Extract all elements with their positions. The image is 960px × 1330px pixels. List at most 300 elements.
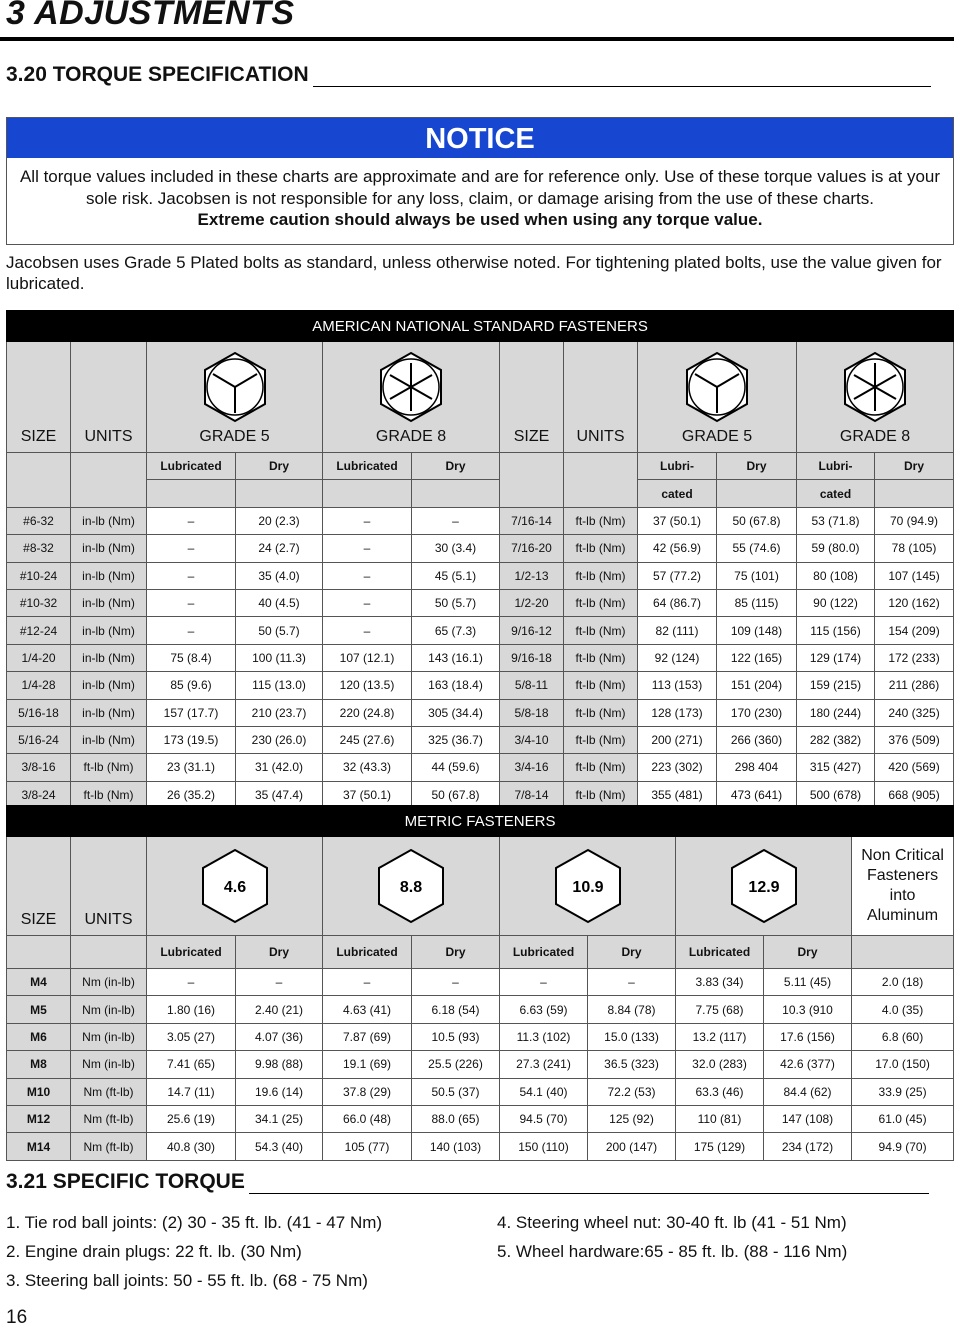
table-cell: 5/16-18: [7, 699, 71, 726]
blank-cell: [717, 480, 797, 507]
table-cell: 50 (5.7): [236, 617, 323, 644]
table-cell: 94.9 (70): [852, 1133, 954, 1160]
non-critical-line: into: [889, 887, 916, 904]
table-cell: –: [147, 535, 236, 562]
table-cell: 420 (569): [875, 754, 954, 781]
intro-paragraph: Jacobsen uses Grade 5 Plated bolts as standard, unless otherwise noted. For tightening plated bolts, use the value given for lubricated.: [6, 253, 942, 293]
grade5-header-cell-2: [638, 342, 797, 453]
table-cell: 240 (325): [875, 699, 954, 726]
table-cell: ft-lb (Nm): [564, 589, 638, 616]
table-cell: 3/4-16: [500, 754, 564, 781]
table-cell: 473 (641): [717, 781, 797, 808]
table-cell: 170 (230): [717, 699, 797, 726]
sub-lubricated: Lubricated: [323, 936, 412, 969]
table-cell: 14.7 (11): [147, 1078, 236, 1105]
table-cell: 5.11 (45): [764, 969, 852, 996]
metric-size-header: SIZE: [7, 837, 71, 936]
table-cell: 66.0 (48): [323, 1105, 412, 1132]
table-cell: 78 (105): [875, 535, 954, 562]
sub-lubricated: Lubricated: [147, 936, 236, 969]
table-cell: 298 404: [717, 754, 797, 781]
table-cell: 72.2 (53): [588, 1078, 676, 1105]
chapter-rule: [0, 37, 954, 41]
notice-body: [7, 158, 953, 231]
page-number: 16: [6, 1307, 28, 1328]
table-cell: 1/4-20: [7, 644, 71, 671]
grade5-header-cell: [147, 342, 323, 453]
table-cell: 376 (509): [875, 726, 954, 753]
table-cell: 3/4-10: [500, 726, 564, 753]
table-cell: in-lb (Nm): [71, 699, 147, 726]
blank-cell: [852, 936, 954, 969]
section-heading-2: [6, 1170, 929, 1194]
table-cell: –: [323, 617, 412, 644]
table-cell: Nm (in-lb): [71, 969, 147, 996]
table-cell: 9/16-18: [500, 644, 564, 671]
hex-bolt-icon: [323, 840, 500, 932]
table-cell: 3/8-24: [7, 781, 71, 808]
ans-size-header: SIZE: [7, 342, 71, 453]
table-cell: 35 (4.0): [236, 562, 323, 589]
table-cell: 75 (101): [717, 562, 797, 589]
sub-lubricated: Lubricated: [147, 453, 236, 480]
table-cell: 7/16-14: [500, 507, 564, 534]
grade8-header-cell: [323, 342, 500, 453]
table-cell: 147 (108): [764, 1105, 852, 1132]
table-cell: 37 (50.1): [323, 781, 412, 808]
table-cell: ft-lb (Nm): [564, 535, 638, 562]
sub-dry: Dry: [717, 453, 797, 480]
grade-8-8-cell: [323, 837, 500, 936]
table-cell: 75 (8.4): [147, 644, 236, 671]
table-cell: 163 (18.4): [412, 672, 500, 699]
table-cell: 19.1 (69): [323, 1051, 412, 1078]
table-cell: 107 (145): [875, 562, 954, 589]
table-cell: 100 (11.3): [236, 644, 323, 671]
table-cell: in-lb (Nm): [71, 617, 147, 644]
table-cell: 500 (678): [797, 781, 875, 808]
grade-value: 12.9: [748, 879, 780, 896]
table-cell: 1/2-20: [500, 589, 564, 616]
table-cell: 3/8-16: [7, 754, 71, 781]
list-item: 2. Engine drain plugs: 22 ft. lb. (30 Nm): [6, 1242, 302, 1261]
non-critical-header: [852, 837, 954, 936]
table-cell: ft-lb (Nm): [71, 754, 147, 781]
table-cell: –: [323, 562, 412, 589]
table-cell: M5: [7, 996, 71, 1023]
table-cell: 2.40 (21): [236, 996, 323, 1023]
table-cell: 315 (427): [797, 754, 875, 781]
table-cell: 26 (35.2): [147, 781, 236, 808]
table-cell: in-lb (Nm): [71, 672, 147, 699]
grade-value: 8.8: [399, 879, 423, 896]
table-cell: 9/16-12: [500, 617, 564, 644]
table-cell: 94.5 (70): [500, 1105, 588, 1132]
table-cell: 6.63 (59): [500, 996, 588, 1023]
hex-bolt-icon: [147, 840, 323, 932]
list-item: 1. Tie rod ball joints: (2) 30 - 35 ft. lb. (41 - 47 Nm): [6, 1213, 383, 1232]
table-cell: 27.3 (241): [500, 1051, 588, 1078]
table-cell: 61.0 (45): [852, 1105, 954, 1132]
sub-dry: Dry: [412, 453, 500, 480]
chapter-title: 3 ADJUSTMENTS: [6, 0, 295, 32]
table-cell: M12: [7, 1105, 71, 1132]
table-cell: 34.1 (25): [236, 1105, 323, 1132]
table-cell: Nm (in-lb): [71, 1051, 147, 1078]
grade-12-9-cell: [676, 837, 852, 936]
section-rule: [249, 1179, 929, 1194]
table-cell: #10-24: [7, 562, 71, 589]
sub-cated: cated: [797, 480, 875, 507]
table-cell: ft-lb (Nm): [71, 781, 147, 808]
table-cell: 125 (92): [588, 1105, 676, 1132]
table-cell: 5/8-18: [500, 699, 564, 726]
non-critical-line: Aluminum: [866, 907, 939, 924]
table-cell: 325 (36.7): [412, 726, 500, 753]
table-cell: 1.80 (16): [147, 996, 236, 1023]
table-cell: 129 (174): [797, 644, 875, 671]
table-cell: ft-lb (Nm): [564, 726, 638, 753]
table-cell: 109 (148): [717, 617, 797, 644]
table-cell: 115 (13.0): [236, 672, 323, 699]
table-cell: 159 (215): [797, 672, 875, 699]
table-cell: –: [147, 589, 236, 616]
table-cell: 113 (153): [638, 672, 717, 699]
table-cell: 32.0 (283): [676, 1051, 764, 1078]
table-cell: 8.84 (78): [588, 996, 676, 1023]
table-cell: ft-lb (Nm): [564, 507, 638, 534]
table-cell: 65 (7.3): [412, 617, 500, 644]
table-cell: 154 (209): [875, 617, 954, 644]
table-cell: Nm (in-lb): [71, 1023, 147, 1050]
table-cell: 7.41 (65): [147, 1051, 236, 1078]
blank-cell: [147, 480, 236, 507]
table-cell: #12-24: [7, 617, 71, 644]
blank-cell: [7, 936, 71, 969]
table-cell: 9.98 (88): [236, 1051, 323, 1078]
table-cell: 355 (481): [638, 781, 717, 808]
sub-dry: Dry: [588, 936, 676, 969]
table-cell: 143 (16.1): [412, 644, 500, 671]
table-cell: 210 (23.7): [236, 699, 323, 726]
grade5-label: GRADE 5: [681, 428, 753, 445]
table-cell: 85 (9.6): [147, 672, 236, 699]
table-cell: in-lb (Nm): [71, 589, 147, 616]
table-cell: 31 (42.0): [236, 754, 323, 781]
list-item: 5. Wheel hardware:65 - 85 ft. lb. (88 - 116 Nm): [497, 1242, 848, 1261]
table-cell: #10-32: [7, 589, 71, 616]
table-cell: Nm (ft-lb): [71, 1105, 147, 1132]
table-cell: 151 (204): [717, 672, 797, 699]
table-cell: 1/4-28: [7, 672, 71, 699]
table-cell: 45 (5.1): [412, 562, 500, 589]
table-cell: 85 (115): [717, 589, 797, 616]
table-row: [7, 1105, 954, 1132]
table-cell: ft-lb (Nm): [564, 617, 638, 644]
table-cell: 7.75 (68): [676, 996, 764, 1023]
table-cell: #6-32: [7, 507, 71, 534]
table-cell: 5/8-11: [500, 672, 564, 699]
table-cell: M8: [7, 1051, 71, 1078]
blank-cell: [71, 936, 147, 969]
table-cell: 23 (31.1): [147, 754, 236, 781]
sub-dry: Dry: [875, 453, 954, 480]
section-title: 3.20 TORQUE SPECIFICATION: [6, 63, 309, 86]
table-cell: M10: [7, 1078, 71, 1105]
metric-units-header: UNITS: [71, 837, 147, 936]
table-cell: 7/8-14: [500, 781, 564, 808]
table-cell: 25.5 (226): [412, 1051, 500, 1078]
list-item: 4. Steering wheel nut: 30-40 ft. lb (41 - 51 Nm): [497, 1213, 847, 1232]
table-cell: 53 (71.8): [797, 507, 875, 534]
table-cell: 42 (56.9): [638, 535, 717, 562]
table-row: [7, 1051, 954, 1078]
notice-line: All torque values included in these charts are approximate and are for reference only. Use of these torque values is at your sole risk. Jacobsen is not responsible for any loss, claim, or damage arising from the use of these charts.: [19, 167, 941, 208]
table-cell: 211 (286): [875, 672, 954, 699]
table-cell: 44 (59.6): [412, 754, 500, 781]
table-cell: 175 (129): [676, 1133, 764, 1160]
table-cell: 37.8 (29): [323, 1078, 412, 1105]
table-cell: –: [147, 562, 236, 589]
table-cell: 42.6 (377): [764, 1051, 852, 1078]
table-cell: 50 (67.8): [412, 781, 500, 808]
table-cell: 10.3 (910: [764, 996, 852, 1023]
metric-title: METRIC FASTENERS: [7, 806, 954, 837]
notice-title: NOTICE: [7, 118, 953, 158]
sub-dry: Dry: [236, 453, 323, 480]
table-cell: 266 (360): [717, 726, 797, 753]
table-cell: 230 (26.0): [236, 726, 323, 753]
table-cell: 110 (81): [676, 1105, 764, 1132]
table-row: [7, 1078, 954, 1105]
table-cell: 220 (24.8): [323, 699, 412, 726]
section-rule: [313, 72, 931, 87]
ans-units-header: UNITS: [71, 342, 147, 453]
table-cell: ft-lb (Nm): [564, 644, 638, 671]
table-cell: ft-lb (Nm): [564, 672, 638, 699]
table-cell: 120 (162): [875, 589, 954, 616]
table-cell: –: [323, 969, 412, 996]
table-cell: –: [588, 969, 676, 996]
table-cell: –: [147, 969, 236, 996]
sub-dry: Dry: [412, 936, 500, 969]
blank-cell: [7, 453, 71, 508]
table-cell: 7.87 (69): [323, 1023, 412, 1050]
blank-cell: [71, 453, 147, 508]
table-cell: 6.18 (54): [412, 996, 500, 1023]
table-row: [7, 969, 954, 996]
ans-size-header-2: SIZE: [500, 342, 564, 453]
table-cell: 180 (244): [797, 699, 875, 726]
table-cell: 17.6 (156): [764, 1023, 852, 1050]
table-cell: 120 (13.5): [323, 672, 412, 699]
table-cell: 3.83 (34): [676, 969, 764, 996]
sub-lubricated: Lubricated: [676, 936, 764, 969]
table-cell: 20 (2.3): [236, 507, 323, 534]
table-cell: –: [412, 969, 500, 996]
table-cell: 305 (34.4): [412, 699, 500, 726]
table-cell: M4: [7, 969, 71, 996]
table-cell: 3.05 (27): [147, 1023, 236, 1050]
table-cell: –: [147, 617, 236, 644]
table-row: [7, 644, 954, 671]
table-cell: 4.63 (41): [323, 996, 412, 1023]
ans-title: AMERICAN NATIONAL STANDARD FASTENERS: [7, 311, 954, 342]
grade8-label: GRADE 8: [375, 428, 447, 445]
table-cell: 40.8 (30): [147, 1133, 236, 1160]
metric-table: [6, 805, 954, 1161]
ans-table: [6, 310, 954, 809]
table-cell: 4.0 (35): [852, 996, 954, 1023]
table-cell: 82 (111): [638, 617, 717, 644]
table-cell: 13.2 (117): [676, 1023, 764, 1050]
table-cell: 6.8 (60): [852, 1023, 954, 1050]
table-cell: 15.0 (133): [588, 1023, 676, 1050]
blank-cell: [236, 480, 323, 507]
grade-value: 10.9: [572, 879, 604, 896]
table-row: [7, 589, 954, 616]
table-cell: 115 (156): [797, 617, 875, 644]
sub-lubricated: Lubricated: [500, 936, 588, 969]
table-cell: 200 (271): [638, 726, 717, 753]
grade-4-6-cell: [147, 837, 323, 936]
table-cell: 150 (110): [500, 1133, 588, 1160]
grade5-label: GRADE 5: [199, 428, 270, 445]
table-row: [7, 726, 954, 753]
table-cell: 50.5 (37): [412, 1078, 500, 1105]
sub-dry: Dry: [764, 936, 852, 969]
table-cell: 1/2-13: [500, 562, 564, 589]
grade8-label: GRADE 8: [839, 428, 911, 445]
table-cell: in-lb (Nm): [71, 535, 147, 562]
table-cell: in-lb (Nm): [71, 726, 147, 753]
table-cell: 25.6 (19): [147, 1105, 236, 1132]
non-critical-line: Fasteners: [866, 867, 939, 884]
table-cell: 30 (3.4): [412, 535, 500, 562]
table-cell: 55 (74.6): [717, 535, 797, 562]
hex-bolt-icon: [676, 840, 852, 932]
table-cell: 4.07 (36): [236, 1023, 323, 1050]
table-cell: ft-lb (Nm): [564, 699, 638, 726]
table-row: [7, 1023, 954, 1050]
grade-value: 4.6: [223, 879, 247, 896]
table-cell: 80 (108): [797, 562, 875, 589]
table-cell: 200 (147): [588, 1133, 676, 1160]
blank-cell: [564, 453, 638, 508]
table-cell: 35 (47.4): [236, 781, 323, 808]
table-cell: 157 (17.7): [147, 699, 236, 726]
notice-box: [6, 117, 954, 245]
notice-warning: Extreme caution should always be used when using any torque value.: [197, 210, 763, 229]
table-cell: 19.6 (14): [236, 1078, 323, 1105]
table-cell: 33.9 (25): [852, 1078, 954, 1105]
table-cell: #8-32: [7, 535, 71, 562]
table-cell: 10.5 (93): [412, 1023, 500, 1050]
table-cell: 11.3 (102): [500, 1023, 588, 1050]
table-cell: 107 (12.1): [323, 644, 412, 671]
table-cell: ft-lb (Nm): [564, 754, 638, 781]
sub-lubri: Lubri-: [797, 453, 875, 480]
table-cell: 17.0 (150): [852, 1051, 954, 1078]
table-row: [7, 507, 954, 534]
table-cell: M14: [7, 1133, 71, 1160]
table-cell: 36.5 (323): [588, 1051, 676, 1078]
table-cell: 173 (19.5): [147, 726, 236, 753]
table-cell: 223 (302): [638, 754, 717, 781]
table-cell: 64 (86.7): [638, 589, 717, 616]
table-cell: 54.3 (40): [236, 1133, 323, 1160]
ans-units-header-2: UNITS: [564, 342, 638, 453]
table-cell: 282 (382): [797, 726, 875, 753]
table-cell: 92 (124): [638, 644, 717, 671]
table-cell: 5/16-24: [7, 726, 71, 753]
sub-lubri: Lubri-: [638, 453, 717, 480]
table-cell: 40 (4.5): [236, 589, 323, 616]
table-cell: 2.0 (18): [852, 969, 954, 996]
blank-cell: [500, 453, 564, 508]
table-cell: –: [323, 507, 412, 534]
table-cell: Nm (ft-lb): [71, 1133, 147, 1160]
table-cell: 50 (67.8): [717, 507, 797, 534]
table-cell: –: [500, 969, 588, 996]
table-cell: 63.3 (46): [676, 1078, 764, 1105]
table-cell: –: [412, 507, 500, 534]
table-cell: in-lb (Nm): [71, 562, 147, 589]
hex-bolt-icon: [500, 840, 676, 932]
table-cell: 50 (5.7): [412, 589, 500, 616]
table-cell: 37 (50.1): [638, 507, 717, 534]
list-item: 3. Steering ball joints: 50 - 55 ft. lb. (68 - 75 Nm): [6, 1271, 368, 1290]
table-cell: 90 (122): [797, 589, 875, 616]
blank-cell: [412, 480, 500, 507]
table-cell: 128 (173): [638, 699, 717, 726]
grade-10-9-cell: [500, 837, 676, 936]
table-row: [7, 996, 954, 1023]
table-cell: Nm (ft-lb): [71, 1078, 147, 1105]
table-cell: ft-lb (Nm): [564, 781, 638, 808]
table-cell: –: [147, 507, 236, 534]
table-cell: in-lb (Nm): [71, 644, 147, 671]
table-cell: 234 (172): [764, 1133, 852, 1160]
non-critical-line: Non Critical: [861, 847, 944, 864]
section-heading: [6, 63, 931, 87]
table-cell: –: [323, 589, 412, 616]
table-cell: Nm (in-lb): [71, 996, 147, 1023]
table-row: [7, 699, 954, 726]
sub-lubricated: Lubricated: [323, 453, 412, 480]
table-row: [7, 672, 954, 699]
table-row: [7, 562, 954, 589]
table-cell: 122 (165): [717, 644, 797, 671]
table-cell: 88.0 (65): [412, 1105, 500, 1132]
grade8-header-cell-2: [797, 342, 954, 453]
table-row: [7, 617, 954, 644]
table-cell: in-lb (Nm): [71, 507, 147, 534]
table-cell: 7/16-20: [500, 535, 564, 562]
table-cell: M6: [7, 1023, 71, 1050]
table-cell: 84.4 (62): [764, 1078, 852, 1105]
table-cell: –: [323, 535, 412, 562]
table-cell: 172 (233): [875, 644, 954, 671]
table-row: [7, 1133, 954, 1160]
section-title-2: 3.21 SPECIFIC TORQUE: [6, 1170, 245, 1193]
table-cell: 668 (905): [875, 781, 954, 808]
table-cell: 57 (77.2): [638, 562, 717, 589]
table-cell: 59 (80.0): [797, 535, 875, 562]
table-cell: 24 (2.7): [236, 535, 323, 562]
blank-cell: [323, 480, 412, 507]
table-cell: 70 (94.9): [875, 507, 954, 534]
